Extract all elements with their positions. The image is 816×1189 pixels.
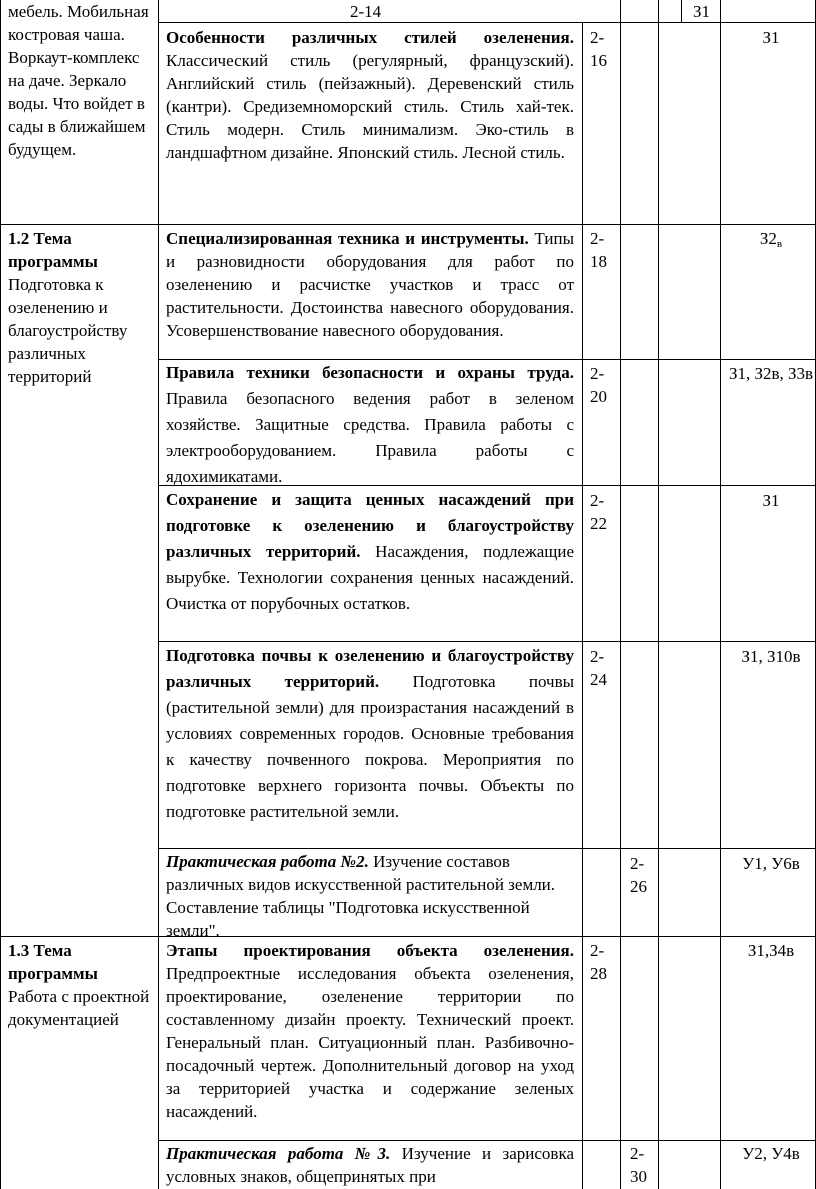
topic-title: 1.3 Тема программы xyxy=(8,941,98,983)
topic-title: 1.2 Тема программы xyxy=(8,229,98,271)
competence-cell: З1 xyxy=(762,28,780,47)
table-border-left xyxy=(0,0,1,1189)
lesson-body: Типы и разновидности оборудования для работ по озеленению и расчистке участков и трасс от растительности. Достоинства навесного оборудования. Усовершенствование навесного оборудования. xyxy=(166,229,574,340)
row-divider xyxy=(158,1140,816,1141)
table-column-divider xyxy=(620,0,621,1189)
competence-cell: З1 xyxy=(762,491,780,510)
hours-cell: 2- 30 xyxy=(630,1144,647,1186)
competence-cell: У2, У4в xyxy=(742,1144,800,1163)
lesson-description xyxy=(166,227,574,342)
lesson-description xyxy=(166,487,574,617)
lesson-description xyxy=(166,939,574,1123)
lesson-body: Классический стиль (регулярный, французский). Английский стиль (пейзажный). Деревенский стиль (кантри). Средиземноморский стиль. Стиль хай-тек. Стиль модерн. Стиль минимализм. Эко-стиль в ландшафтном дизайне. Японский стиль. Лесной стиль. xyxy=(166,51,574,162)
competence-cell xyxy=(726,227,816,250)
row-divider xyxy=(158,22,816,23)
lesson-title: Этапы проектирования объекта озеленения. xyxy=(166,941,574,960)
lesson-body: Правила безопасного ведения работ в зеленом хозяйстве. Защитные средства. Правила работы с электрооборудованием. Правила работы с ядохимикатами. xyxy=(166,389,574,486)
lesson-title: Сохранение и защита ценных насаждений при подготовке к озеленению и благоустройству различных территорий. xyxy=(166,490,574,561)
topic-cell: мебель. Мобильная костровая чаша. Воркаут-комплекс на даче. Зеркало воды. Что войдет в сады в ближайшем будущем. xyxy=(8,2,149,159)
table-column-divider xyxy=(720,0,721,1189)
competence-cell: З1, З10в xyxy=(741,647,801,666)
lesson-body: Изучение и зарисовка условных знаков, общепринятых при xyxy=(166,1144,575,1186)
hours-cell: 2- 18 xyxy=(590,229,607,271)
lesson-title: Правила техники безопасности и охраны труда. xyxy=(166,363,574,382)
lesson-body: Насаждения, подлежащие вырубке. Технологии сохранения ценных насаждений. Очистка от порубочных остатков. xyxy=(166,542,574,613)
hours-cell: 2- 16 xyxy=(590,28,607,70)
competence-cell: У1, У6в xyxy=(742,854,800,873)
hours-cell: 2- 22 xyxy=(590,491,607,533)
lesson-description xyxy=(166,360,574,490)
hours-cell: 2- 28 xyxy=(590,941,607,983)
lesson-title: Специализированная техника и инструменты. xyxy=(166,229,529,248)
lesson-body: Предпроектные исследования объекта озеленения, проектирование, озеленение территории по составленному дизайн проекту. Технический проект. Генеральный план. Ситуационный план. Разбивочно-посадочный чертеж. Дополнительный договор на уход за территорией участка и содержание зеленых насаждений. xyxy=(166,964,574,1121)
table-column-divider xyxy=(582,22,583,1189)
lesson-body: Изучение составов различных видов искусственной растительной земли. Составление таблицы "Подготовка искусственной земли". xyxy=(166,852,556,940)
lesson-title: Особенности различных стилей озеленения. xyxy=(166,28,574,47)
competence-code: З2 xyxy=(759,229,777,248)
lesson-description xyxy=(166,26,574,164)
hours-cell: 2- 20 xyxy=(590,364,607,406)
topic-name: Подготовка к озеленению и благоустройству различных территорий xyxy=(8,275,128,386)
lesson-title: Практическая работа №2. xyxy=(166,852,369,871)
topic-name: Работа с проектной документацией xyxy=(8,987,150,1029)
competence-cell: З1,З4в xyxy=(747,941,795,960)
lesson-title: Практическая работа №3. xyxy=(166,1144,391,1163)
lesson-body: Подготовка почвы (растительной земли) для произрастания насаждений в условиях современных городов. Основные требования к качеству почвенного покрова. Мероприятия по подготовке верхнего горизонта почвы. Объекты по подготовке растительной земли. xyxy=(166,672,575,821)
competence-cell: З1, З2в, З3в xyxy=(728,364,814,383)
table-column-divider xyxy=(658,0,659,1189)
table-column-divider xyxy=(158,0,159,1189)
lesson-description xyxy=(166,850,574,942)
topic-cell xyxy=(8,939,156,1031)
row-divider xyxy=(0,224,816,225)
competence-cell: З1 xyxy=(693,2,711,21)
hours-cell: 2- 26 xyxy=(630,854,647,896)
hours-cell: 2- 24 xyxy=(590,647,607,689)
lesson-title: Подготовка почвы к озеленению и благоустройству различных территорий. xyxy=(166,646,574,691)
hours-cell: 2-14 xyxy=(350,2,382,21)
table-column-divider xyxy=(681,0,682,22)
competence-subscript: в xyxy=(776,238,783,250)
row-divider xyxy=(158,848,816,849)
lesson-description xyxy=(166,1142,574,1188)
lesson-description xyxy=(166,643,574,825)
row-divider xyxy=(158,641,816,642)
topic-cell xyxy=(8,227,156,388)
